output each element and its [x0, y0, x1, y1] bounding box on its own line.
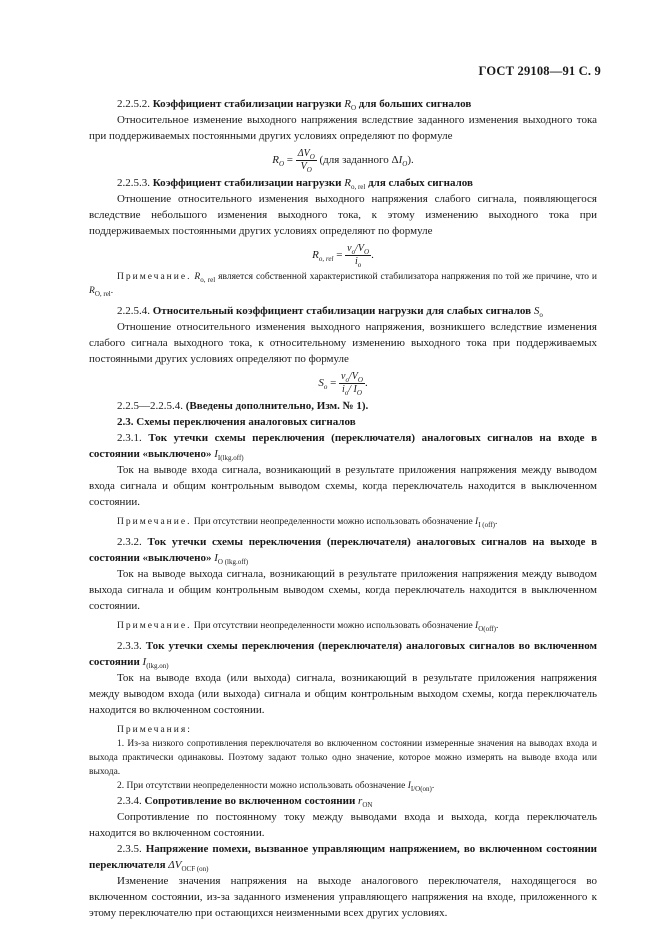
- section-2-3-2-heading: 2.3.2. Ток утечки схемы переключения (переключателя) аналоговых сигналов на выходе в состоянии «выключено» $I_{O (lkg.off)}$: [89, 536, 598, 567]
- formula-load-regulation: $R_O$ = $\frac{\Delta V_O}{V_O}$ (для заданного $\Delta I_O$).: [272, 148, 414, 174]
- formula-fraction: $\frac{v_o/V_O}{i_o}$: [347, 243, 370, 269]
- formula-fraction: $\frac{v_o/V_O}{i_o/ I_O}$: [341, 371, 363, 397]
- amendment-note: 2.2.5—2.2.5.4. (Введены дополнительно, Изм. № 1).: [117, 400, 369, 412]
- section-2-2-5-2-heading: 2.2.5.2. Коэффициент стабилизации нагрузки $R_O$ для больших сигналов: [117, 98, 472, 113]
- section-2-3-1-heading: 2.3.1. Ток утечки схемы переключения (переключателя) аналоговых сигналов на входе в состоянии «выключено» $I_{I(lkg.off)}$: [89, 432, 598, 463]
- section-2-3-3-body: Ток на выводе входа (или выхода) сигнала, возникающий в результате приложения напряжения между выводом входа (или выхода) сигнала и общим контрольным выходом схемы, когда переключатель находится во включенном состоянии.: [89, 672, 597, 716]
- section-2-3-3-note-1: 1. Из-за низкого сопротивления переключателя во включенном состоянии измеренные значения на выводах входа и выхода практически одинаковы. Поэтому задают только одно значение, которое можно измерять на выводе входа или выхода.: [89, 739, 597, 777]
- section-2-3-heading: 2.3. Схемы переключения аналоговых сигналов: [117, 416, 356, 428]
- formula-fraction: $\frac{\Delta V_O}{V_O}$: [297, 148, 315, 174]
- section-2-3-3-note-2: 2. При отсутствии неопределенности можно использовать обозначение $I_{I/O(on)}$.: [117, 781, 435, 793]
- page-content: [89, 96, 597, 921]
- section-2-3-3-notes-label: Примечания:: [117, 725, 192, 735]
- page-header: ГОСТ 29108—91 С. 9: [478, 64, 601, 78]
- section-2-3-5-body: Изменение значения напряжения на выходе аналогового переключателя, находящегося во включенном состоянии, из-за заданного изменения управляющего напряжения на входе, приложенного к этому переключателю при остающихся неизменными всех других условиях.: [89, 875, 597, 919]
- section-2-2-5-3-heading: 2.2.5.3. Коэффициент стабилизации нагрузки $R_{o, rel}$ для слабых сигналов: [117, 177, 473, 192]
- formula-relative-load-regulation: $S_o$ = $\frac{v_o/V_O}{i_o/ I_O}$ .: [318, 371, 368, 397]
- section-2-3-3-heading: 2.3.3. Ток утечки схемы переключения (переключателя) аналоговых сигналов во включенном состоянии $I_{(lkg.on)}$: [89, 640, 598, 671]
- formula-small-signal-load-regulation: $R_{o, rel}$ = $\frac{v_o/V_O}{i_o}$ .: [312, 243, 374, 269]
- section-2-2-5-2-body: Относительное изменение выходного напряжения вследствие заданного изменения выходного тока при поддерживаемых постоянными других условиях определяют по формуле: [89, 114, 597, 142]
- section-2-2-5-3-note: Примечание. $R_{o, rel}$ является собственной характеристикой стабилизатора напряжения по той же причине, что и $R_{O, rel}$.: [89, 272, 598, 298]
- section-2-3-1-body: Ток на выводе входа сигнала, возникающий в результате приложения напряжения между выводом входа сигнала и общим контрольным выводом схемы, когда переключатель находится в выключенном состоянии.: [89, 464, 597, 508]
- section-2-2-5-3-body: Отношение относительного изменения выходного напряжения слабого сигнала, появляющегося вследствие небольшого изменения выходного тока, к этому изменению выходного тока при поддерживаемых постоянными других условиях определяют по формуле: [89, 193, 597, 237]
- section-2-3-4-heading: 2.3.4. Сопротивление во включенном состоянии $r_{ON}$: [117, 795, 373, 810]
- section-2-3-5-heading: 2.3.5. Напряжение помехи, вызванное управляющим напряжением, во включенном состоянии переключателя $\Delta V_{OCF (on)}$: [89, 843, 598, 874]
- section-2-3-1-note: Примечание. При отсутствии неопределенности можно использовать обозначение $I_{I (off)}$.: [117, 517, 498, 529]
- section-2-3-2-note: Примечание. При отсутствии неопределенности можно использовать обозначение $I_{O(off)}$.: [117, 621, 499, 633]
- section-2-3-2-body: Ток на выводе выхода сигнала, возникающий в результате приложения напряжения между выводом выхода сигнала и общим контрольным выводом схемы, когда переключатель находится в выключенном состоянии.: [89, 568, 597, 612]
- section-2-2-5-4-body: Отношение относительного изменения выходного напряжения, возникшего вследствие изменения слабого сигнала выходного тока, к относительному изменению выходного тока при поддерживаемых постоянными других условиях определяют по формуле: [89, 321, 597, 365]
- section-2-2-5-4-heading: 2.2.5.4. Относительный коэффициент стабилизации нагрузки для слабых сигналов $S_o$: [117, 305, 543, 320]
- section-2-3-4-body: Сопротивление по постоянному току между выводами входа и выхода, когда переключатель находится во включенном состоянии.: [89, 811, 597, 839]
